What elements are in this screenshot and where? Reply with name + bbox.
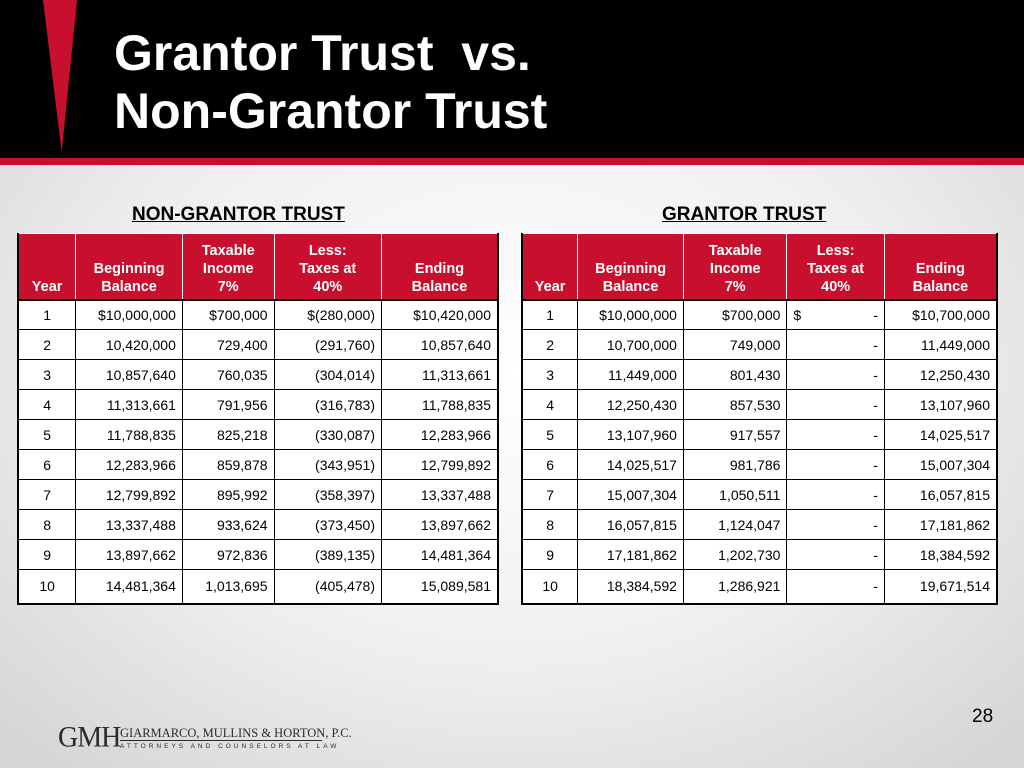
cell-taxes: (389,135): [274, 540, 381, 570]
cell-taxes: -: [787, 450, 884, 480]
cell-year: 7: [522, 480, 578, 510]
table-row: [522, 360, 997, 390]
table-row: [18, 420, 498, 450]
header-line: Ending: [915, 260, 965, 277]
cell-beginning-balance: 15,007,304: [578, 480, 684, 510]
cell-taxable-income: 1,050,511: [683, 480, 786, 510]
header-line: Taxable: [201, 242, 255, 259]
cell-beginning-balance: $10,000,000: [76, 300, 183, 330]
cell-year: 5: [18, 420, 76, 450]
header-line: Beginning: [93, 260, 165, 277]
table-row: [522, 450, 997, 480]
header-line: Ending: [414, 260, 465, 277]
cell-ending-balance: $10,420,000: [381, 300, 498, 330]
table-row: [522, 300, 997, 330]
cell-value: -: [873, 306, 878, 323]
logo-firm-name: GIARMARCO, MULLINS & HORTON, P.C.: [120, 726, 352, 740]
table-row: [18, 450, 498, 480]
table-row: [522, 390, 997, 420]
cell-beginning-balance: 16,057,815: [578, 510, 684, 540]
cell-taxable-income: 895,992: [182, 480, 274, 510]
grantor-table: [521, 233, 998, 605]
cell-taxable-income: 981,786: [683, 450, 786, 480]
cell-ending-balance: 10,857,640: [381, 330, 498, 360]
non-grantor-title: NON-GRANTOR TRUST: [132, 204, 345, 225]
col-header-taxable-income: [182, 234, 274, 300]
cell-ending-balance: 18,384,592: [884, 540, 997, 570]
grantor-title: GRANTOR TRUST: [662, 204, 827, 225]
cell-taxable-income: 749,000: [683, 330, 786, 360]
col-header-taxable-income: [683, 234, 786, 300]
cell-taxes: [787, 300, 884, 330]
col-header-year: [522, 234, 578, 300]
col-header-beginning-balance: [578, 234, 684, 300]
header-line: Year: [534, 278, 566, 295]
currency-symbol: $: [793, 306, 802, 323]
cell-taxable-income: 801,430: [683, 360, 786, 390]
cell-ending-balance: 19,671,514: [884, 570, 997, 604]
title-line-2: Non-Grantor Trust: [114, 83, 548, 139]
header-line: Balance: [602, 278, 659, 295]
cell-beginning-balance: 13,897,662: [76, 540, 183, 570]
header-line: Less:: [308, 242, 347, 259]
logo-divider: [120, 740, 322, 741]
cell-taxes: (291,760): [274, 330, 381, 360]
cell-year: 9: [18, 540, 76, 570]
cell-taxes: (330,087): [274, 420, 381, 450]
table-row: [522, 570, 997, 604]
firm-logo: [58, 720, 352, 754]
cell-taxable-income: 791,956: [182, 390, 274, 420]
cell-taxes: (343,951): [274, 450, 381, 480]
cell-year: 2: [522, 330, 578, 360]
table-row: [522, 540, 997, 570]
cell-year: 1: [522, 300, 578, 330]
cell-year: 3: [18, 360, 76, 390]
cell-taxes: (373,450): [274, 510, 381, 540]
header-line: Income: [709, 260, 761, 277]
cell-year: 10: [522, 570, 578, 604]
cell-beginning-balance: 13,337,488: [76, 510, 183, 540]
cell-beginning-balance: 12,283,966: [76, 450, 183, 480]
header-line: 40%: [821, 278, 851, 295]
header-line: Year: [31, 278, 63, 295]
slide-title: [114, 24, 547, 140]
cell-year: 8: [522, 510, 578, 540]
header-line: Income: [202, 260, 254, 277]
cell-beginning-balance: 12,799,892: [76, 480, 183, 510]
cell-taxable-income: 972,836: [182, 540, 274, 570]
header-line: 40%: [313, 278, 343, 295]
cell-beginning-balance: 17,181,862: [578, 540, 684, 570]
cell-beginning-balance: 10,700,000: [578, 330, 684, 360]
col-header-taxes: [787, 234, 884, 300]
cell-beginning-balance: 10,857,640: [76, 360, 183, 390]
cell-beginning-balance: 12,250,430: [578, 390, 684, 420]
cell-taxes: (316,783): [274, 390, 381, 420]
cell-ending-balance: 13,337,488: [381, 480, 498, 510]
cell-ending-balance: 15,007,304: [884, 450, 997, 480]
cell-ending-balance: 11,788,835: [381, 390, 498, 420]
cell-year: 7: [18, 480, 76, 510]
cell-year: 6: [522, 450, 578, 480]
cell-ending-balance: $10,700,000: [884, 300, 997, 330]
cell-taxable-income: 729,400: [182, 330, 274, 360]
cell-ending-balance: 11,313,661: [381, 360, 498, 390]
cell-ending-balance: 12,799,892: [381, 450, 498, 480]
cell-taxes: (405,478): [274, 570, 381, 604]
cell-ending-balance: 17,181,862: [884, 510, 997, 540]
header-line: Taxes at: [807, 260, 865, 277]
cell-ending-balance: 15,089,581: [381, 570, 498, 604]
header-line: 7%: [724, 278, 746, 295]
cell-ending-balance: 13,897,662: [381, 510, 498, 540]
cell-taxes: -: [787, 510, 884, 540]
cell-beginning-balance: 14,481,364: [76, 570, 183, 604]
cell-year: 4: [522, 390, 578, 420]
cell-ending-balance: 12,250,430: [884, 360, 997, 390]
cell-year: 9: [522, 540, 578, 570]
header-line: Balance: [912, 278, 969, 295]
table-row: [522, 510, 997, 540]
cell-taxable-income: 859,878: [182, 450, 274, 480]
cell-year: 6: [18, 450, 76, 480]
table-row: [18, 540, 498, 570]
table-row: [18, 300, 498, 330]
cell-taxes: (358,397): [274, 480, 381, 510]
cell-taxable-income: 825,218: [182, 420, 274, 450]
logo-tagline: ATTORNEYS AND COUNSELORS AT LAW: [120, 743, 340, 750]
cell-taxes: $(280,000): [274, 300, 381, 330]
cell-taxes: -: [787, 570, 884, 604]
cell-ending-balance: 12,283,966: [381, 420, 498, 450]
cell-beginning-balance: 14,025,517: [578, 450, 684, 480]
cell-ending-balance: 16,057,815: [884, 480, 997, 510]
cell-year: 1: [18, 300, 76, 330]
table-header-row: [18, 234, 498, 300]
table-row: [18, 360, 498, 390]
cell-taxable-income: 1,202,730: [683, 540, 786, 570]
cell-ending-balance: 14,481,364: [381, 540, 498, 570]
cell-taxable-income: 857,530: [683, 390, 786, 420]
cell-beginning-balance: 13,107,960: [578, 420, 684, 450]
cell-beginning-balance: 11,449,000: [578, 360, 684, 390]
col-header-taxes: [274, 234, 381, 300]
cell-year: 4: [18, 390, 76, 420]
table-header-row: [522, 234, 997, 300]
col-header-ending-balance: [381, 234, 498, 300]
header-line: Balance: [101, 278, 157, 295]
table-row: [522, 480, 997, 510]
col-header-beginning-balance: [76, 234, 183, 300]
cell-beginning-balance: 18,384,592: [578, 570, 684, 604]
cell-taxable-income: 1,286,921: [683, 570, 786, 604]
cell-taxable-income: 760,035: [182, 360, 274, 390]
header-line: Beginning: [595, 260, 667, 277]
cell-taxes: -: [787, 330, 884, 360]
table-row: [18, 480, 498, 510]
title-line-1: Grantor Trust vs.: [114, 25, 531, 81]
header-line: Less:: [816, 242, 855, 259]
cell-taxable-income: 933,624: [182, 510, 274, 540]
cell-beginning-balance: 11,313,661: [76, 390, 183, 420]
non-grantor-table: [17, 233, 499, 605]
logo-mark: GMH: [58, 721, 121, 754]
cell-taxes: -: [787, 540, 884, 570]
cell-taxable-income: $700,000: [683, 300, 786, 330]
cell-ending-balance: 13,107,960: [884, 390, 997, 420]
col-header-year: [18, 234, 76, 300]
table-row: [522, 330, 997, 360]
col-header-ending-balance: [884, 234, 997, 300]
cell-year: 5: [522, 420, 578, 450]
cell-taxable-income: 1,124,047: [683, 510, 786, 540]
page-number: 28: [972, 706, 994, 727]
cell-ending-balance: 14,025,517: [884, 420, 997, 450]
cell-taxable-income: $700,000: [182, 300, 274, 330]
table-row: [18, 330, 498, 360]
header-line: Taxable: [708, 242, 762, 259]
cell-taxable-income: 1,013,695: [182, 570, 274, 604]
cell-year: 10: [18, 570, 76, 604]
cell-beginning-balance: 10,420,000: [76, 330, 183, 360]
cell-beginning-balance: $10,000,000: [578, 300, 684, 330]
table-row: [18, 510, 498, 540]
cell-taxes: (304,014): [274, 360, 381, 390]
cell-taxable-income: 917,557: [683, 420, 786, 450]
cell-year: 8: [18, 510, 76, 540]
cell-taxes: -: [787, 420, 884, 450]
table-row: [18, 570, 498, 604]
header-line: 7%: [217, 278, 239, 295]
cell-year: 3: [522, 360, 578, 390]
table-row: [522, 420, 997, 450]
cell-taxes: -: [787, 360, 884, 390]
cell-ending-balance: 11,449,000: [884, 330, 997, 360]
cell-taxes: -: [787, 480, 884, 510]
cell-taxes: -: [787, 390, 884, 420]
header-line: Taxes at: [299, 260, 357, 277]
header-line: Balance: [411, 278, 468, 295]
header-red-rule: [0, 158, 1024, 165]
cell-year: 2: [18, 330, 76, 360]
cell-beginning-balance: 11,788,835: [76, 420, 183, 450]
table-row: [18, 390, 498, 420]
